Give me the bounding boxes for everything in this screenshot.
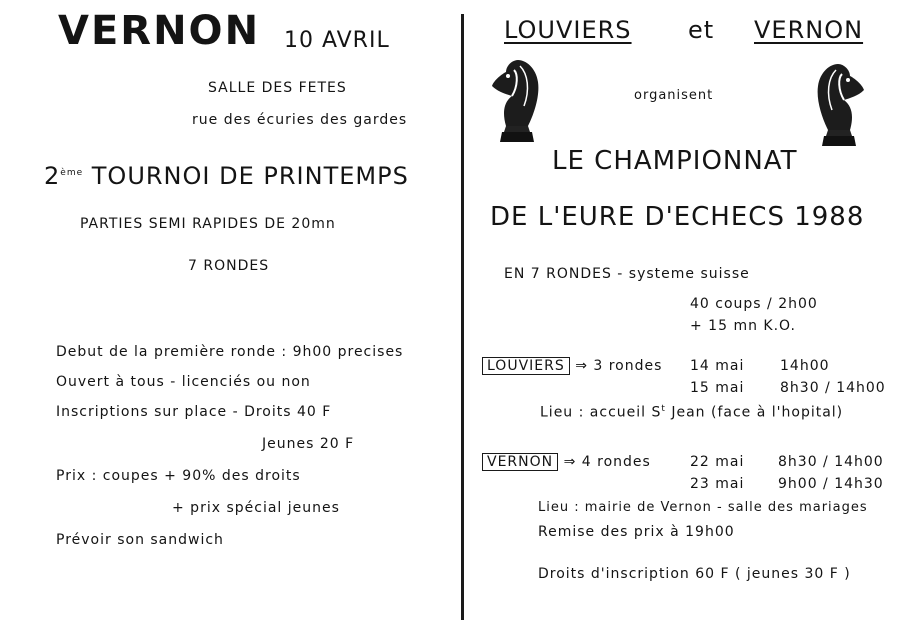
tournament-name: TOURNOI DE PRINTEMPS: [91, 162, 409, 190]
right-system: EN 7 RONDES - systeme suisse: [504, 266, 750, 282]
vernon-date2: 23 mai: [690, 476, 745, 492]
vernon-row: [482, 454, 651, 470]
right-et: et: [688, 16, 715, 44]
left-street: rue des écuries des gardes: [192, 112, 408, 128]
left-tournament-title: [44, 162, 409, 190]
remise-des-prix: Remise des prix à 19h00: [538, 524, 735, 540]
louviers-date2: 15 mai: [690, 380, 745, 396]
louviers-lieu-b: Jean (face à l'hopital): [665, 404, 844, 421]
louviers-box: LOUVIERS: [482, 357, 570, 375]
chess-knight-icon: [812, 60, 872, 152]
left-detail-open: Ouvert à tous - licenciés ou non: [56, 374, 311, 390]
right-organisent: organisent: [634, 88, 714, 103]
louviers-time2: 8h30 / 14h00: [780, 380, 886, 396]
louviers-lieu: [540, 404, 843, 421]
left-detail-fees: Inscriptions sur place - Droits 40 F: [56, 404, 332, 420]
vernon-time2: 9h00 / 14h30: [778, 476, 884, 492]
edition-number: 2: [44, 162, 61, 190]
right-city-vernon: VERNON: [754, 16, 864, 44]
vernon-lieu: Lieu : mairie de Vernon - salle des mariages: [538, 500, 868, 515]
vernon-time1: 8h30 / 14h00: [778, 454, 884, 470]
right-title-line2: DE L'EURE D'ECHECS 1988: [490, 202, 865, 232]
vernon-rounds: ⇒ 4 rondes: [563, 454, 651, 470]
left-detail-sandwich: Prévoir son sandwich: [56, 532, 224, 548]
right-title-line1: LE CHAMPIONNAT: [552, 146, 798, 176]
louviers-rounds: ⇒ 3 rondes: [575, 358, 663, 374]
left-venue: SALLE DES FETES: [208, 80, 347, 96]
left-rounds: 7 RONDES: [188, 258, 270, 274]
left-detail-youth-prize: + prix spécial jeunes: [172, 500, 340, 516]
right-time-control: 40 coups / 2h00: [690, 296, 818, 312]
left-detail-youth-fee: Jeunes 20 F: [262, 436, 355, 452]
louviers-time1: 14h00: [780, 358, 830, 374]
louviers-lieu-sup: t: [661, 404, 666, 414]
louviers-lieu-a: Lieu : accueil S: [540, 404, 662, 421]
page-divider: [461, 14, 464, 620]
left-detail-prizes: Prix : coupes + 90% des droits: [56, 468, 301, 484]
edition-sup: ème: [60, 168, 84, 178]
left-city-title: VERNON: [58, 8, 261, 54]
right-time-ko: + 15 mn K.O.: [690, 318, 796, 334]
left-date: 10 AVRIL: [284, 28, 390, 53]
left-detail-start: Debut de la première ronde : 9h00 precises: [56, 344, 404, 360]
right-city-louviers: LOUVIERS: [504, 16, 632, 44]
louviers-row: [482, 358, 662, 374]
droits-inscription: Droits d'inscription 60 F ( jeunes 30 F ): [538, 566, 851, 582]
chess-knight-icon: [484, 56, 544, 148]
vernon-box: VERNON: [482, 453, 558, 471]
left-format: PARTIES SEMI RAPIDES DE 20mn: [80, 216, 336, 232]
vernon-date1: 22 mai: [690, 454, 745, 470]
louviers-date1: 14 mai: [690, 358, 745, 374]
